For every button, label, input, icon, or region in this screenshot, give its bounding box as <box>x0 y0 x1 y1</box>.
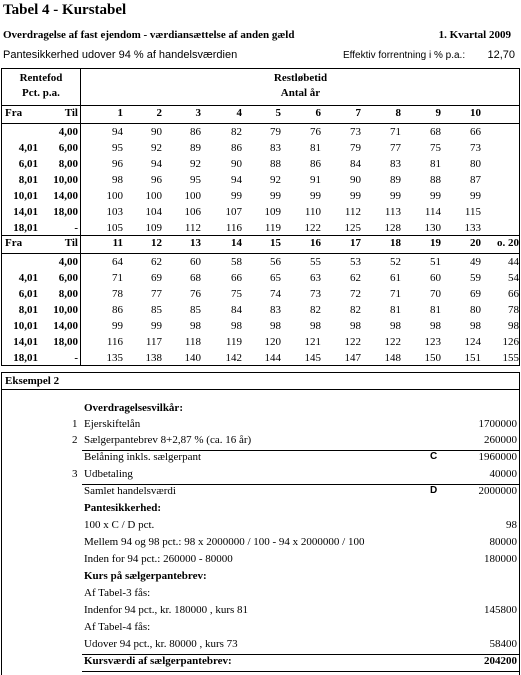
table-cell: 94 <box>151 158 162 170</box>
rentefod-unit: Pct. p.a. <box>22 87 60 99</box>
table-cell: 114 <box>424 206 441 218</box>
line-value: 1960000 <box>478 451 517 463</box>
table-cell: 96 <box>151 174 162 186</box>
table-cell: 116 <box>106 336 123 348</box>
table-cell: 155 <box>502 352 519 364</box>
fra-header: Fra <box>5 237 23 249</box>
table-cell: 123 <box>424 336 441 348</box>
example-section <box>1 390 520 675</box>
rate-to: 14,00 <box>53 190 78 202</box>
table-cell: 78 <box>508 304 519 316</box>
restloebetid-label: Restløbetid <box>273 72 328 84</box>
table-cell: 53 <box>350 256 361 268</box>
table-cell: 66 <box>231 272 242 284</box>
table-cell: 71 <box>390 126 401 138</box>
table-cell: 85 <box>190 304 201 316</box>
table-cell: 98 <box>390 320 401 332</box>
table-cell: 99 <box>151 320 162 332</box>
rate-from: 18,01 <box>13 222 38 234</box>
line-mark: D <box>430 485 438 496</box>
table-cell: 83 <box>270 142 281 154</box>
table-cell: 82 <box>310 304 321 316</box>
table-cell: 86 <box>231 142 242 154</box>
line-text: Af Tabel-3 fås: <box>84 587 151 599</box>
rentefod-label: Rentefod <box>19 72 63 84</box>
table-cell: 55 <box>310 256 321 268</box>
table-cell: 82 <box>350 304 361 316</box>
table-cell: 99 <box>270 190 281 202</box>
table-cell: 56 <box>270 256 281 268</box>
table-cell: 91 <box>310 174 321 186</box>
table-cell: 98 <box>350 320 361 332</box>
column-header-17: 17 <box>350 237 361 249</box>
line-text: Overdragelsesvilkår: <box>84 402 183 414</box>
rate-from: 6,01 <box>18 158 38 170</box>
line-value: 2000000 <box>478 485 517 497</box>
line-text: Kurs på sælgerpantebrev: <box>84 570 207 582</box>
line-text: Sælgerpantebrev 8+2,87 % (ca. 16 år) <box>84 434 252 446</box>
line-value: 180000 <box>484 553 517 565</box>
rate-to: 18,00 <box>53 336 78 348</box>
table-cell: 66 <box>470 126 481 138</box>
table-cell: 83 <box>270 304 281 316</box>
table-cell: 120 <box>264 336 281 348</box>
rate-from: 10,01 <box>13 320 38 332</box>
table-cell: 126 <box>502 336 519 348</box>
table-cell: 73 <box>310 288 321 300</box>
table-cell: 106 <box>184 206 201 218</box>
table-cell: 128 <box>384 222 401 234</box>
total-rule <box>82 671 520 672</box>
table-cell: 98 <box>231 320 242 332</box>
table-cell: 79 <box>270 126 281 138</box>
table-cell: 90 <box>231 158 242 170</box>
table-cell: 94 <box>112 126 123 138</box>
table-cell: 81 <box>430 304 441 316</box>
line-value: 40000 <box>489 468 517 480</box>
table-cell: 71 <box>390 288 401 300</box>
column-header-20: 20 <box>470 237 481 249</box>
kurs-table <box>1 68 520 366</box>
table-rule <box>2 253 519 254</box>
table-rule <box>2 123 519 124</box>
column-header-3: 3 <box>195 107 201 119</box>
table-cell: 99 <box>350 190 361 202</box>
table-cell: 86 <box>190 126 201 138</box>
column-header-13: 13 <box>190 237 201 249</box>
table-cell: 61 <box>390 272 401 284</box>
quarter-label: 1. Kvartal 2009 <box>438 29 511 41</box>
table-cell: 140 <box>184 352 201 364</box>
table-cell: 103 <box>106 206 123 218</box>
table-cell: 109 <box>145 222 162 234</box>
column-header-5: 5 <box>275 107 281 119</box>
column-header-18: 18 <box>390 237 401 249</box>
table-cell: 142 <box>225 352 242 364</box>
til-header: Til <box>64 107 78 119</box>
table-cell: 60 <box>190 256 201 268</box>
line-number: 2 <box>72 434 78 446</box>
column-header-10: 10 <box>470 107 481 119</box>
line-text: Kursværdi af sælgerpantebrev: <box>84 655 232 667</box>
column-header-2: 2 <box>156 107 162 119</box>
table-cell: 116 <box>225 222 242 234</box>
column-header-6: 6 <box>315 107 321 119</box>
table-cell: 75 <box>430 142 441 154</box>
column-header-16: 16 <box>310 237 321 249</box>
line-text: Inden for 94 pct.: 260000 - 80000 <box>84 553 233 565</box>
table-cell: 148 <box>384 352 401 364</box>
table-cell: 119 <box>225 336 242 348</box>
table-cell: 107 <box>225 206 242 218</box>
table-cell: 88 <box>430 174 441 186</box>
table-cell: 85 <box>151 304 162 316</box>
effektiv-forrentning-label: Effektiv forrentning i % p.a.: <box>343 50 466 61</box>
table-cell: 92 <box>190 158 201 170</box>
table-cell: 151 <box>464 352 481 364</box>
table-cell: 86 <box>112 304 123 316</box>
table-cell: 95 <box>112 142 123 154</box>
column-header-8: 8 <box>395 107 401 119</box>
column-header-7: 7 <box>355 107 361 119</box>
table-cell: 122 <box>344 336 361 348</box>
table-cell: 68 <box>190 272 201 284</box>
table-cell: 122 <box>384 336 401 348</box>
column-header-14: 14 <box>231 237 242 249</box>
column-header-1: 1 <box>117 107 123 119</box>
table-cell: 72 <box>350 288 361 300</box>
rate-to: 10,00 <box>53 304 78 316</box>
table-rule <box>2 105 519 106</box>
table-cell: 44 <box>508 256 519 268</box>
rate-to: 8,00 <box>58 158 78 170</box>
table-cell: 80 <box>470 158 481 170</box>
table-cell: 68 <box>430 126 441 138</box>
table-cell: 118 <box>184 336 201 348</box>
table-cell: 92 <box>270 174 281 186</box>
table-cell: 147 <box>344 352 361 364</box>
table-cell: 87 <box>470 174 481 186</box>
rate-from: 4,01 <box>18 142 38 154</box>
table-cell: 96 <box>112 158 123 170</box>
table-cell: 99 <box>231 190 242 202</box>
table-cell: 119 <box>264 222 281 234</box>
table-cell: 88 <box>270 158 281 170</box>
rate-to: 14,00 <box>53 320 78 332</box>
line-number: 1 <box>72 418 78 430</box>
table-cell: 51 <box>430 256 441 268</box>
table-cell: 90 <box>350 174 361 186</box>
line-value: 98 <box>506 519 517 531</box>
table-cell: 99 <box>310 190 321 202</box>
line-text: Udbetaling <box>84 468 133 480</box>
table-cell: 150 <box>424 352 441 364</box>
table-cell: 104 <box>145 206 162 218</box>
table-cell: 98 <box>430 320 441 332</box>
table-cell: 84 <box>350 158 361 170</box>
table-cell: 130 <box>424 222 441 234</box>
table-cell: 122 <box>304 222 321 234</box>
line-text: Af Tabel-4 fås: <box>84 621 151 633</box>
table-cell: 83 <box>390 158 401 170</box>
table-cell: 81 <box>430 158 441 170</box>
example-heading-box <box>1 372 520 390</box>
rate-from: 8,01 <box>18 174 38 186</box>
page-title: Tabel 4 - Kurstabel <box>3 2 127 18</box>
table-cell: 78 <box>112 288 123 300</box>
rate-to: 4,00 <box>58 256 78 268</box>
table-cell: 115 <box>464 206 481 218</box>
table-cell: 77 <box>390 142 401 154</box>
rate-to: 18,00 <box>53 206 78 218</box>
line-text: Ejerskiftelån <box>84 418 141 430</box>
table-rule <box>2 235 519 236</box>
table-cell: 66 <box>508 288 519 300</box>
line-number: 3 <box>72 468 78 480</box>
rate-from: 14,01 <box>13 336 38 348</box>
table-cell: 74 <box>270 288 281 300</box>
table-cell: 109 <box>264 206 281 218</box>
line-text: 100 x C / D pct. <box>84 519 155 531</box>
table-cell: 60 <box>430 272 441 284</box>
table-cell: 94 <box>231 174 242 186</box>
table-cell: 76 <box>310 126 321 138</box>
example-heading: Eksempel 2 <box>5 375 60 387</box>
table-cell: 59 <box>470 272 481 284</box>
table-cell: 99 <box>430 190 441 202</box>
table-cell: 99 <box>470 190 481 202</box>
rate-from: 4,01 <box>18 272 38 284</box>
table-cell: 98 <box>508 320 519 332</box>
line-text: Belåning inkls. sælgerpant <box>84 451 202 463</box>
table-cell: 73 <box>350 126 361 138</box>
column-header-9: 9 <box>435 107 441 119</box>
table-cell: 80 <box>470 304 481 316</box>
table-cell: 100 <box>184 190 201 202</box>
rate-to: 10,00 <box>53 174 78 186</box>
table-cell: 124 <box>464 336 481 348</box>
line-value: 260000 <box>484 434 517 446</box>
rate-to: 8,00 <box>58 288 78 300</box>
line-value: 204200 <box>484 655 517 667</box>
table-cell: 144 <box>264 352 281 364</box>
rate-from: 14,01 <box>13 206 38 218</box>
column-header-12: 12 <box>151 237 162 249</box>
line-mark: C <box>430 451 438 462</box>
table-cell: 112 <box>184 222 201 234</box>
table-cell: 62 <box>151 256 162 268</box>
til-header: Til <box>64 237 78 249</box>
table-cell: 95 <box>190 174 201 186</box>
rate-to: 6,00 <box>58 142 78 154</box>
table-cell: 133 <box>464 222 481 234</box>
table-cell: 98 <box>112 174 123 186</box>
table-cell: 62 <box>350 272 361 284</box>
line-value: 80000 <box>489 536 517 548</box>
line-value: 58400 <box>489 638 517 650</box>
subtitle: Overdragelse af fast ejendom - værdiansættelse af anden gæld <box>3 29 295 41</box>
column-header-19: 19 <box>430 237 441 249</box>
rate-from: 18,01 <box>13 352 38 364</box>
table-cell: 54 <box>508 272 519 284</box>
rate-from: 8,01 <box>18 304 38 316</box>
line-text: Pantesikkerhed: <box>84 502 161 514</box>
table-cell: 121 <box>304 336 321 348</box>
table-cell: 81 <box>310 142 321 154</box>
line-text: Indenfor 94 pct., kr. 180000 , kurs 81 <box>84 604 249 616</box>
table-cell: 82 <box>231 126 242 138</box>
table-cell: 58 <box>231 256 242 268</box>
table-cell: 99 <box>390 190 401 202</box>
table-cell: 49 <box>470 256 481 268</box>
table-cell: 135 <box>106 352 123 364</box>
table-cell: 105 <box>106 222 123 234</box>
table-cell: 98 <box>470 320 481 332</box>
table-cell: 77 <box>151 288 162 300</box>
table-cell: 52 <box>390 256 401 268</box>
table-cell: 98 <box>270 320 281 332</box>
table-cell: 86 <box>310 158 321 170</box>
column-header-11: 11 <box>112 237 123 249</box>
table-cell: 79 <box>350 142 361 154</box>
table-cell: 99 <box>112 320 123 332</box>
column-header-4: 4 <box>236 107 242 119</box>
table-cell: 138 <box>145 352 162 364</box>
table-cell: 73 <box>470 142 481 154</box>
table-cell: 70 <box>430 288 441 300</box>
table-cell: 98 <box>190 320 201 332</box>
line-value: 145800 <box>484 604 517 616</box>
column-header-15: 15 <box>270 237 281 249</box>
table-cell: 98 <box>310 320 321 332</box>
table-cell: 76 <box>190 288 201 300</box>
table-cell: 89 <box>390 174 401 186</box>
column-header-o20: o. 20 <box>497 237 519 249</box>
table-cell: 100 <box>145 190 162 202</box>
rate-to: - <box>74 352 78 364</box>
rate-from: 6,01 <box>18 288 38 300</box>
table-cell: 117 <box>145 336 162 348</box>
table-cell: 125 <box>344 222 361 234</box>
table-cell: 113 <box>384 206 401 218</box>
rate-to: 6,00 <box>58 272 78 284</box>
rate-to: - <box>74 222 78 234</box>
table-cell: 63 <box>310 272 321 284</box>
table-cell: 90 <box>151 126 162 138</box>
table-cell: 84 <box>231 304 242 316</box>
rate-to: 4,00 <box>58 126 78 138</box>
table-cell: 89 <box>190 142 201 154</box>
table-cell: 81 <box>390 304 401 316</box>
table-cell: 64 <box>112 256 123 268</box>
rate-from: 10,01 <box>13 190 38 202</box>
table-cell: 69 <box>470 288 481 300</box>
table-cell: 110 <box>304 206 321 218</box>
line-text: Samlet handelsværdi <box>84 485 176 497</box>
table-cell: 69 <box>151 272 162 284</box>
table-cell: 145 <box>304 352 321 364</box>
pantesikkerhed-note: Pantesikkerhed udover 94 % af handelsværdien <box>3 49 238 61</box>
table-cell: 65 <box>270 272 281 284</box>
line-text: Mellem 94 og 98 pct.: 98 x 2000000 / 100 - 94 x 2000000 / 100 <box>84 536 365 548</box>
restloebetid-unit: Antal år <box>280 87 321 99</box>
table-cell: 75 <box>231 288 242 300</box>
line-text: Udover 94 pct., kr. 80000 , kurs 73 <box>84 638 238 650</box>
line-value: 1700000 <box>478 418 517 430</box>
fra-header: Fra <box>5 107 23 119</box>
table-cell: 112 <box>344 206 361 218</box>
table-cell: 71 <box>112 272 123 284</box>
table-cell: 100 <box>106 190 123 202</box>
table-cell: 92 <box>151 142 162 154</box>
effektiv-forrentning-value: 12,70 <box>487 49 515 61</box>
